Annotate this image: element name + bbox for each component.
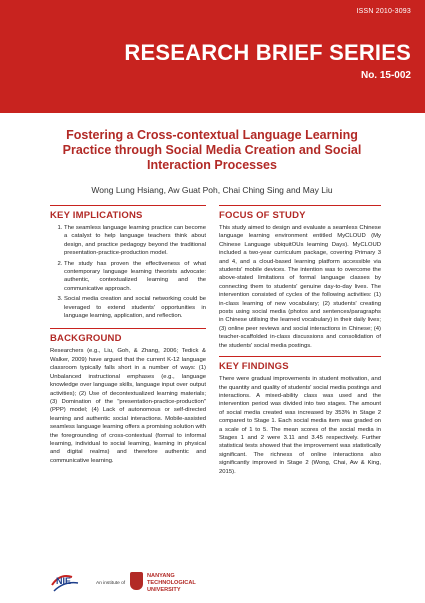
series-title: RESEARCH BRIEF SERIES bbox=[124, 40, 411, 65]
section-rule bbox=[50, 205, 206, 206]
list-item: 3. Social media creation and social networking could be leveraged to extend students' opportunities in language learning, application, and reflection. bbox=[64, 295, 206, 320]
key-implications-heading: KEY IMPLICATIONS bbox=[50, 210, 143, 221]
background-heading: BACKGROUND bbox=[50, 333, 122, 345]
paper-title: Fostering a Cross-contextual Language Learning Practice through Social Media Creation and Social Interaction Processes bbox=[62, 128, 362, 172]
nie-logo bbox=[50, 571, 84, 597]
ntu-logo-text: NANYANG TECHNOLOGICAL UNIVERSITY bbox=[147, 573, 196, 593]
header-banner bbox=[0, 0, 425, 113]
implications-list bbox=[50, 224, 206, 320]
issue-number: No. 15-002 bbox=[360, 70, 411, 81]
left-column bbox=[50, 205, 206, 465]
section-rule bbox=[219, 205, 381, 206]
authors: Wong Lung Hsiang, Aw Guat Poh, Chai Ching Sing and May Liu bbox=[91, 185, 333, 195]
issn-number: ISSN 2010-3093 bbox=[356, 8, 411, 15]
footer-logos bbox=[50, 571, 250, 597]
list-item: 2. The study has proven the effectiveness of what contemporary language learning theorists advocate: authentic, contextualized learning and the communicative approach. bbox=[64, 260, 206, 294]
background-text: Researchers (e.g., Liu, Goh, & Zhang, 2006; Tedick & Walker, 2009) have argued that the current K-12 language classroom typically falls short in a number of ways: (1) Unbalanced instructional emphases (e.g., language knowledge over language skills, language input over output activities); (2) Use of decontextualized learning materials; (3) Domination of the "presentation-practice-production" (PPP) model; (4) Lack of autonomous or self-directed learning and authentic social interactions. Mobile-assisted seamless language learning offers a promising solution with the foregrounding of cross-contextual (formal to informal learning, individual to social learning, learning in physical and digital realms) and therefore authentic and communicative learning. bbox=[50, 348, 206, 464]
focus-text: This study aimed to design and evaluate a seamless Chinese language learning environment entitled MyCLOUD (My Chinese Language ubiquitOUs learning Days). MyCLOUD included a two-year curriculum package, covering Primary 3 and 4, and a cloud-based learning platform accessible via students' mobile devices. The intention was to overcome the above-stated limitations of formal language classes by connecting them to students' genuine day-to-day lives. The intervention consisted of cycles of the following activities: (1) in-class learning of new vocabulary; (2) students' creating posts using social media (photos and sentences/paragraphs in Chinese utilising the learned vocabulary) in their daily lives; (3) online peer reviews and social interactions in Chinese; (4) teacher-scaffolded in-class discussions and consolidation of the students' social media postings. bbox=[219, 225, 381, 349]
section-rule bbox=[50, 328, 206, 329]
list-item: 1. The seamless language learning practice can become a catalyst to help language teachers think about design, and practice pedagogy beyond the traditional presentation-practice-production model. bbox=[64, 224, 206, 258]
focus-heading: FOCUS OF STUDY bbox=[219, 210, 306, 221]
key-findings-heading: KEY FINDINGS bbox=[219, 361, 289, 373]
section-rule bbox=[219, 356, 381, 357]
nie-logo-text: NIE bbox=[56, 576, 72, 586]
findings-text: There were gradual improvements in student motivation, and the quantity and quality of students' social media postings and interactions. A mixed-ability class was used and the intervention period was divided into two stages. The amount of social media created was increased by 353% in Stage 2 compared to Stage 1. Each social media item was graded on a scale of 1 to 5. The mean scores of the social media in Stages 1 and 2 were 3.11 and 3.45 respectively. Further statistical tests showed that the improvement was statistically significant. The richness of online interactions also significantly improved in Stage 2 (Wong, Chai, Aw & King, 2015). bbox=[219, 376, 381, 475]
right-column bbox=[219, 205, 381, 476]
institute-of-label: An institute of bbox=[96, 581, 126, 586]
ntu-crest-icon bbox=[130, 572, 143, 590]
